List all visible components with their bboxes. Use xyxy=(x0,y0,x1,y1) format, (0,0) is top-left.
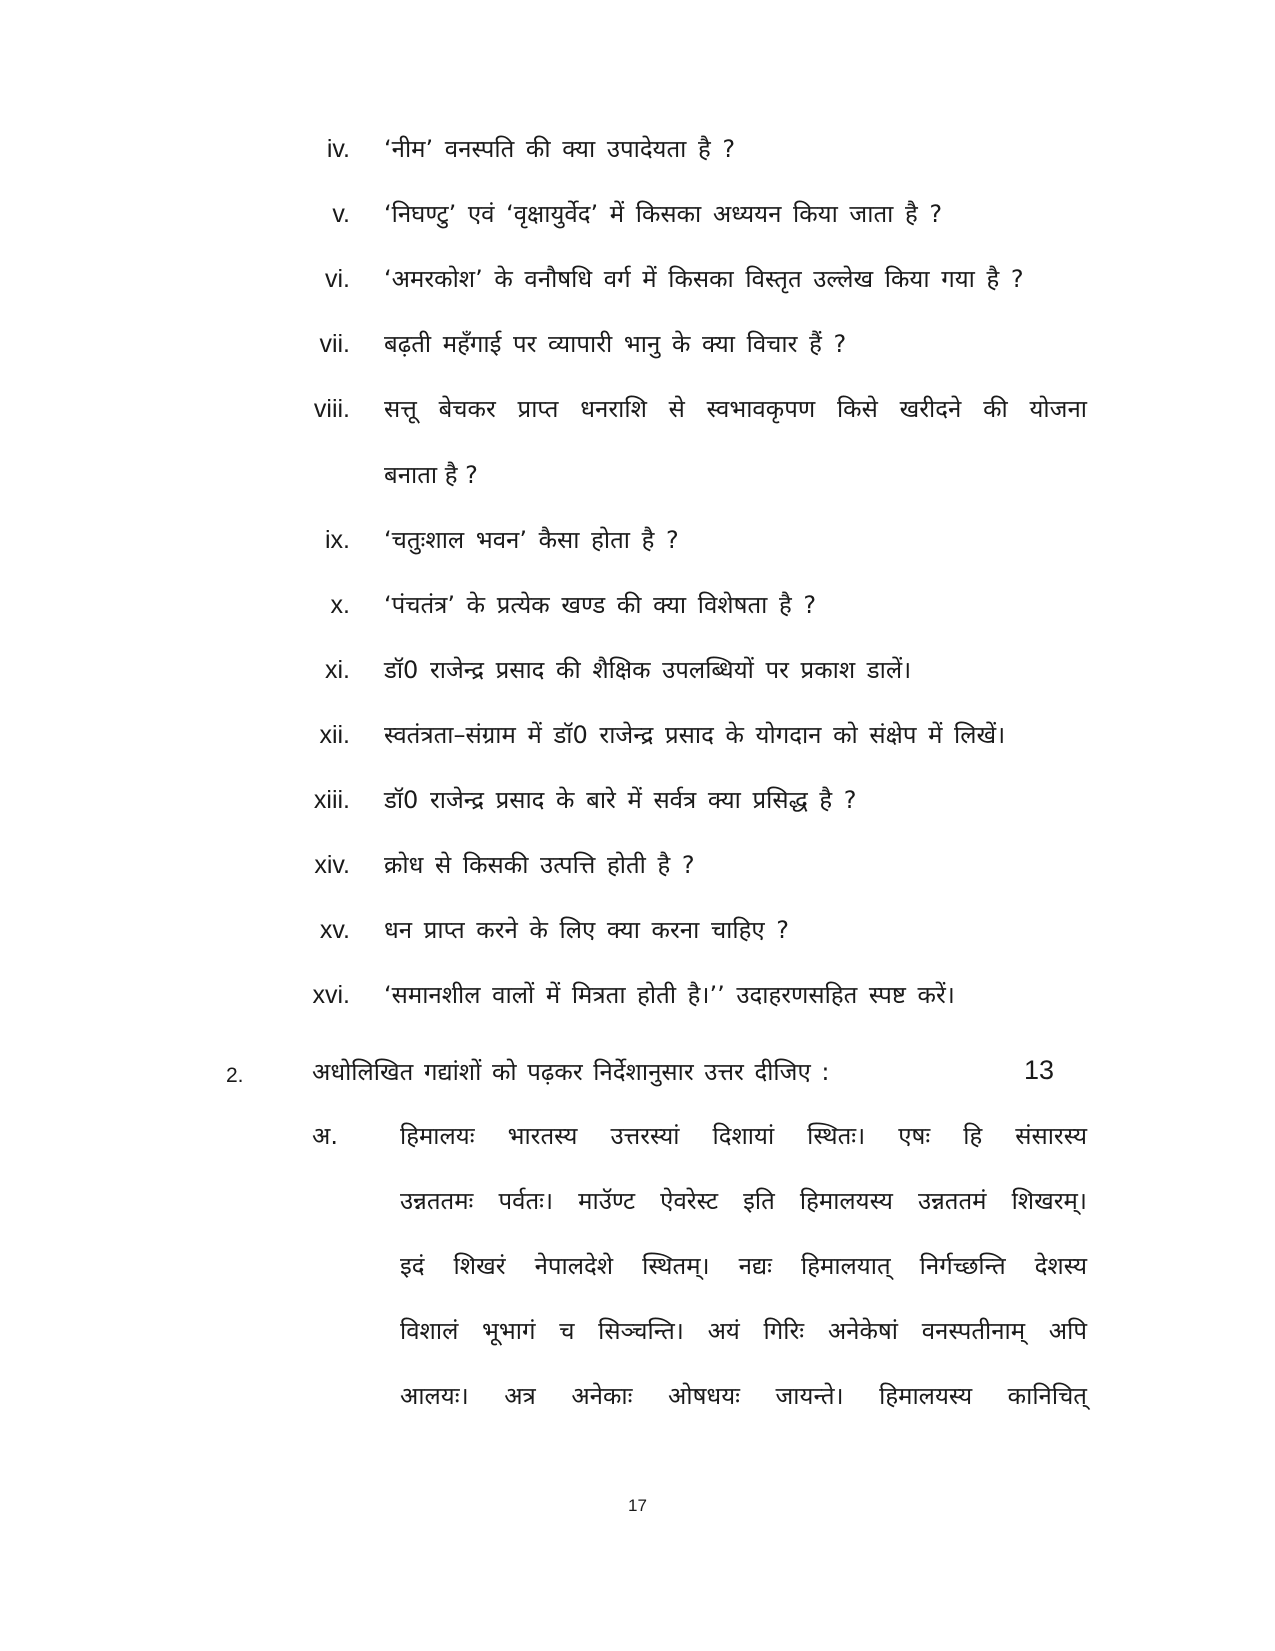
question-number: ix. xyxy=(325,526,350,554)
question-item xyxy=(0,843,1275,887)
question-text: ‘नीम’ वनस्पति की क्या उपादेयता है ? xyxy=(384,135,736,163)
passage-line: उन्नततमः पर्वतः। माउॅण्ट ऐवरेस्ट इति हिमालयस्य उन्नततमं शिखरम्। xyxy=(400,1187,1087,1215)
question-text: धन प्राप्त करने के लिए क्या करना चाहिए ? xyxy=(384,916,790,944)
question-text-continuation: बनाता है ? xyxy=(384,461,478,489)
section-marks: 13 xyxy=(1024,1055,1055,1085)
question-text: ‘निघण्टु’ एवं ‘वृक्षायुर्वेद’ में किसका अध्ययन किया जाता है ? xyxy=(384,200,943,228)
passage-line: इदं शिखरं नेपालदेशे स्थितम्। नद्यः हिमालयात् निर्गच्छन्ति देशस्य xyxy=(400,1252,1087,1280)
question-item xyxy=(0,583,1275,627)
question-item xyxy=(0,778,1275,822)
question-text: स्वतंत्रता–संग्राम में डॉ0 राजेन्द्र प्रसाद के योगदान को संक्षेप में लिखें। xyxy=(384,721,1006,749)
question-number: xiii. xyxy=(313,786,350,814)
question-text: ‘अमरकोश’ के वनौषधि वर्ग में किसका विस्तृत उल्लेख किया गया है ? xyxy=(384,265,1024,293)
question-number: vii. xyxy=(319,330,350,358)
question-item xyxy=(0,192,1275,236)
question-item xyxy=(0,713,1275,757)
question-item xyxy=(0,322,1275,366)
question-item xyxy=(0,387,1275,431)
question-number: v. xyxy=(332,200,350,228)
passage-label: अ. xyxy=(312,1122,338,1150)
passage-line: आलयः। अत्र अनेकाः ओषधयः जायन्ते। हिमालयस्य कानिचित् xyxy=(400,1382,1087,1410)
question-text: ‘चतुःशाल भवन’ कैसा होता है ? xyxy=(384,526,679,554)
question-item xyxy=(0,127,1275,171)
question-text: बढ़ती महँगाई पर व्यापारी भानु के क्या विचार हैं ? xyxy=(384,330,847,358)
question-text: डॉ0 राजेन्द्र प्रसाद के बारे में सर्वत्र क्या प्रसिद्ध है ? xyxy=(384,786,857,814)
question-number: xvi. xyxy=(312,981,350,1009)
question-text: सत्तू बेचकर प्राप्त धनराशि से स्वभावकृपण किसे खरीदने की योजना xyxy=(384,395,1087,423)
passage-line: हिमालयः भारतस्य उत्तरस्यां दिशायां स्थितः। एषः हि संसारस्य xyxy=(400,1122,1087,1150)
question-number: iv. xyxy=(326,135,350,163)
question-number: xv. xyxy=(319,916,350,944)
question-item xyxy=(0,648,1275,692)
question-number: vi. xyxy=(325,265,350,293)
question-item xyxy=(0,257,1275,301)
page-number: 17 xyxy=(628,1496,647,1515)
question-number: x. xyxy=(330,591,350,619)
question-item xyxy=(0,908,1275,952)
question-text: क्रोध से किसकी उत्पत्ति होती है ? xyxy=(384,851,695,879)
section-instruction: अधोलिखित गद्यांशों को पढ़कर निर्देशानुसार उत्तर दीजिए : xyxy=(312,1058,830,1086)
question-number: viii. xyxy=(313,395,350,423)
section-number: 2. xyxy=(226,1064,244,1087)
question-number: xiv. xyxy=(314,851,350,879)
question-text: ‘पंचतंत्र’ के प्रत्येक खण्ड की क्या विशेषता है ? xyxy=(384,591,817,619)
question-number: xi. xyxy=(325,656,350,684)
question-item xyxy=(0,973,1275,1017)
question-text: डॉ0 राजेन्द्र प्रसाद की शैक्षिक उपलब्धियों पर प्रकाश डालें। xyxy=(384,656,912,684)
question-item xyxy=(0,518,1275,562)
passage-line: विशालं भूभागं च सिञ्चन्ति। अयं गिरिः अनेकेषां वनस्पतीनाम् अपि xyxy=(400,1317,1087,1345)
question-text: ‘समानशील वालों में मित्रता होती है।’’ उदाहरणसहित स्पष्ट करें। xyxy=(384,981,955,1009)
question-number: xii. xyxy=(319,721,350,749)
